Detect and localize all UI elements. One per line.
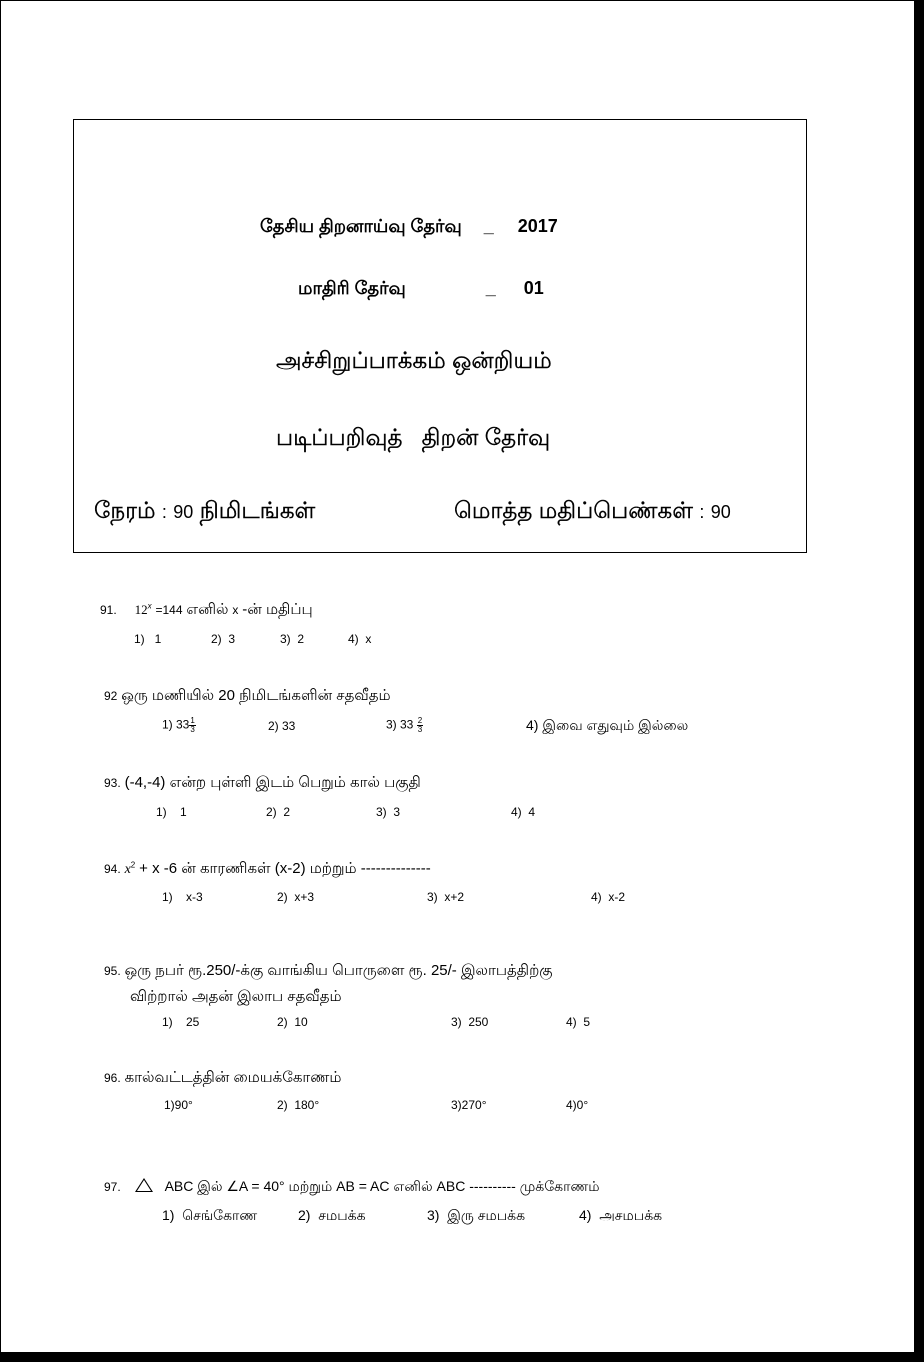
question-96: 96. கால்வட்டத்தின் மையக்கோணம் xyxy=(104,1069,342,1086)
triangle-icon xyxy=(135,1178,153,1192)
option-92-1[interactable]: 1) 33 $\frac{1}{3}$ xyxy=(162,716,195,734)
option-91-2[interactable]: 2) 3 xyxy=(211,632,236,646)
option-96-1[interactable]: 1)90° xyxy=(164,1098,193,1112)
option-97-4[interactable]: 4) அசமபக்க xyxy=(579,1207,663,1223)
header-box xyxy=(73,119,807,553)
option-91-4[interactable]: 4) x xyxy=(348,632,372,646)
test-name: படிப்பறிவுத் திறன் தேர்வு xyxy=(276,424,551,450)
option-95-4[interactable]: 4) 5 xyxy=(566,1015,591,1029)
exam-title: தேசிய திறனாய்வு தேர்வு _ 2017 xyxy=(260,216,558,236)
option-96-3[interactable]: 3)270° xyxy=(451,1098,487,1112)
option-95-1[interactable]: 1) 25 xyxy=(162,1015,200,1029)
option-92-2[interactable]: 2) 33 xyxy=(268,719,296,733)
option-97-2[interactable]: 2) சமபக்க xyxy=(298,1207,366,1223)
question-92: 92 ஒரு மணியில் 20 நிமிடங்களின் சதவீதம் xyxy=(104,687,391,704)
option-94-2[interactable]: 2) x+3 xyxy=(277,890,315,904)
time-info: நேரம் : 90 நிமிடங்கள் xyxy=(94,497,316,523)
question-91: 91. 12$^x$ =144 எனில் x -ன் மதிப்பு xyxy=(100,601,313,618)
option-93-3[interactable]: 3) 3 xyxy=(376,805,401,819)
question-95-line2: விற்றால் அதன் இலாப சதவீதம் xyxy=(130,988,342,1005)
option-94-1[interactable]: 1) x-3 xyxy=(162,890,203,904)
question-95: 95. ஒரு நபர் ரூ.250/-க்கு வாங்கிய பொருளை ரூ. 25/- இலாபத்திற்கு xyxy=(104,962,553,979)
question-93: 93. (-4,-4) என்ற புள்ளி இடம் பெறும் கால் பகுதி xyxy=(104,774,421,791)
model-title: மாதிரி தேர்வு _ 01 xyxy=(298,278,544,298)
option-93-4[interactable]: 4) 4 xyxy=(511,805,536,819)
option-95-2[interactable]: 2) 10 xyxy=(277,1015,308,1029)
question-97: 97. ABC இல் ∠A = 40° மற்றும் AB = AC எனில் ABC ---------- முக்கோணம் xyxy=(104,1178,600,1194)
option-93-2[interactable]: 2) 2 xyxy=(266,805,291,819)
option-96-2[interactable]: 2) 180° xyxy=(277,1098,320,1112)
option-94-4[interactable]: 4) x-2 xyxy=(591,890,626,904)
option-95-3[interactable]: 3) 250 xyxy=(451,1015,489,1029)
option-91-3[interactable]: 3) 2 xyxy=(280,632,305,646)
union-name: அச்சிறுப்பாக்கம் ஒன்றியம் xyxy=(276,347,552,373)
option-94-3[interactable]: 3) x+2 xyxy=(427,890,465,904)
marks-info: மொத்த மதிப்பெண்கள் : 90 xyxy=(454,497,731,523)
option-93-1[interactable]: 1) 1 xyxy=(156,805,187,819)
option-96-4[interactable]: 4)0° xyxy=(566,1098,589,1112)
option-97-1[interactable]: 1) செங்கோண xyxy=(162,1207,258,1223)
option-91-1[interactable]: 1) 1 xyxy=(134,632,162,646)
option-97-3[interactable]: 3) இரு சமபக்க xyxy=(427,1207,526,1223)
question-94: 94. $x^2 + x$ -6 ன் காரணிகள் (x-2) மற்றும் -------------- xyxy=(104,860,431,877)
option-92-4[interactable]: 4) இவை எதுவும் இல்லை xyxy=(526,717,689,733)
option-92-3[interactable]: 3) 33 $\frac{2}{3}$ xyxy=(386,716,423,734)
